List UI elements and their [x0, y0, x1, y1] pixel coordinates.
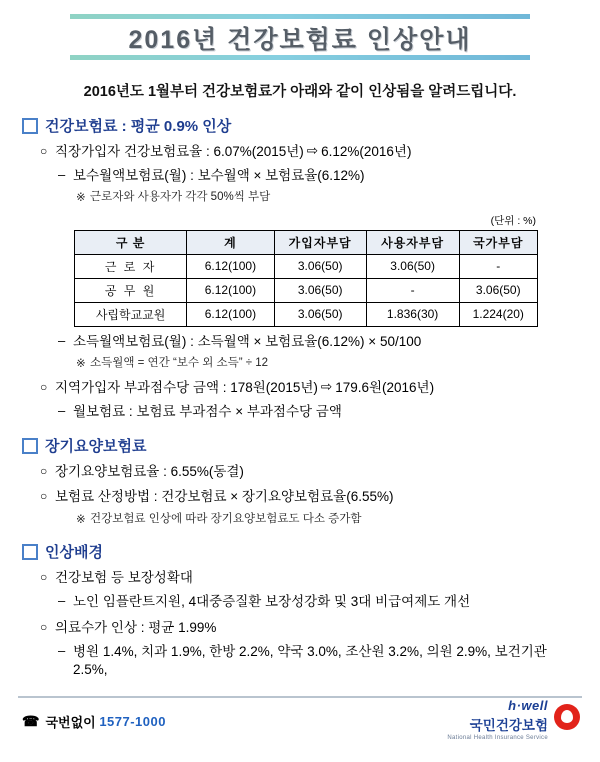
section-marker-icon: [22, 118, 38, 134]
list-item: [40, 488, 582, 506]
table-cell: 6.12(100): [187, 278, 274, 302]
table-cell: 3.06(50): [274, 302, 366, 326]
section-heading-label: 인상배경: [45, 544, 103, 562]
dash-bullet-icon: –: [58, 332, 66, 348]
list-item-text: 보수월액보험료(월) : 보수월액 × 보험료율(6.12%): [73, 168, 365, 184]
table-header-cell: 국가부담: [459, 230, 537, 254]
table-block: [74, 213, 538, 327]
contribution-table: [74, 230, 538, 327]
table-cell: 근 로 자: [75, 254, 187, 278]
list-item: [40, 619, 582, 637]
note-item: [76, 190, 582, 206]
page-title: 2016년 건강보험료 인상안내: [128, 26, 472, 54]
section-heading-label: 건강보험료 : 평균 0.9% 인상: [45, 118, 232, 135]
footer: [18, 696, 582, 754]
section-background: [18, 541, 582, 679]
section-heading: [22, 115, 582, 136]
title-rule-top: [70, 14, 530, 19]
dash-bullet-icon: –: [58, 593, 66, 609]
section-heading-label: 장기요양보험료: [45, 438, 147, 456]
list-item-text: 직장가입자 건강보험료율 : 6.07%(2015년): [55, 144, 304, 159]
list-item: [40, 463, 582, 481]
logo-name-kr: 국민건강보험: [469, 718, 548, 733]
section-marker-icon: [22, 438, 38, 454]
list-item-text-2: 179.6원(2016년): [335, 379, 435, 395]
title-rule-bottom: [70, 55, 530, 60]
section-long-term-care: [18, 435, 582, 527]
list-item: [40, 143, 582, 161]
list-item: [58, 403, 582, 421]
table-cell: 6.12(100): [187, 254, 274, 278]
table-header-cell: 가입자부담: [274, 230, 366, 254]
table-cell: 3.06(50): [459, 278, 537, 302]
table-row: [75, 302, 538, 326]
list-item-text: 보험료 산정방법 : 건강보험료 × 장기요양보험료율(6.55%): [55, 489, 394, 505]
logo-name-en: National Health Insurance Service: [447, 735, 548, 741]
logo-text-block: [447, 698, 548, 741]
list-item-text: 의료수가 인상 : 평균 1.99%: [55, 619, 217, 635]
list-item: [58, 643, 558, 679]
table-cell: -: [459, 254, 537, 278]
table-row: [75, 278, 538, 302]
section-marker-icon: [22, 544, 38, 560]
contact-label: 국번없이: [45, 715, 96, 730]
table-cell: 3.06(50): [274, 278, 366, 302]
table-cell: 3.06(50): [274, 254, 366, 278]
list-item-text: 소득월액보험료(월) : 소득월액 × 보험료율(6.12%) × 50/100: [73, 333, 422, 349]
list-item: [58, 593, 582, 611]
circle-bullet-icon: ○: [40, 619, 48, 634]
circle-bullet-icon: ○: [40, 144, 48, 158]
title-banner: [18, 14, 582, 60]
circle-bullet-icon: ○: [40, 570, 48, 585]
asterisk-icon: ※: [76, 513, 86, 526]
arrow-right-icon: ⇨: [306, 143, 319, 158]
table-header-row: [75, 230, 538, 254]
telephone-icon: ☎: [22, 713, 40, 729]
intro-text: 2016년도 1월부터 건강보험료가 아래와 같이 인상됨을 알려드립니다.: [83, 84, 517, 100]
table-cell: 1.836(30): [366, 302, 459, 326]
table-cell: 3.06(50): [366, 254, 459, 278]
table-header-cell: 계: [187, 230, 274, 254]
asterisk-icon: ※: [76, 192, 86, 205]
asterisk-icon: ※: [76, 358, 86, 371]
dash-bullet-icon: –: [58, 402, 66, 418]
note-text: 근로자와 사용자가 각각 50%씩 부담: [90, 191, 271, 204]
section-heading: [22, 541, 582, 562]
dash-bullet-icon: –: [58, 167, 66, 183]
table-cell: 공 무 원: [75, 278, 187, 302]
circle-bullet-icon: ○: [40, 489, 48, 504]
list-item-text: 월보험료 : 보험료 부과점수 × 부과점수당 금액: [73, 403, 342, 419]
circle-bullet-icon: ○: [40, 464, 48, 479]
table-cell: -: [366, 278, 459, 302]
contact-number: 1577-1000: [99, 714, 166, 729]
list-item-text: 노인 임플란트지원, 4대중증질환 보장성강화 및 3대 비급여제도 개선: [73, 594, 471, 610]
table-header-cell: 사용자부담: [366, 230, 459, 254]
logo-mark-icon: [554, 704, 580, 730]
list-item: [58, 333, 582, 351]
list-item-text: 병원 1.4%, 치과 1.9%, 한방 2.2%, 약국 3.0%, 조산원 3.2%, 의원 2.9%, 보건기관 2.5%,: [73, 643, 547, 677]
list-item: [40, 379, 582, 397]
organization-logo: [447, 698, 580, 741]
circle-bullet-icon: ○: [40, 379, 48, 394]
section-heading: [22, 435, 582, 456]
table-cell: 6.12(100): [187, 302, 274, 326]
dash-bullet-icon: –: [58, 642, 66, 658]
logo-slogan: h·well: [508, 698, 548, 713]
table-row: [75, 254, 538, 278]
note-item: [76, 512, 582, 528]
list-item-text: 지역가입자 부과점수당 금액 : 178원(2015년): [55, 379, 318, 395]
note-item: [76, 356, 582, 372]
arrow-right-icon: ⇨: [320, 378, 333, 394]
list-item-text: 장기요양보험료율 : 6.55%(동결): [55, 464, 244, 480]
note-text: 소득월액 = 연간 “보수 외 소득” ÷ 12: [90, 357, 269, 370]
list-item-text: 건강보험 등 보장성확대: [55, 570, 193, 586]
list-item-text-2: 6.12%(2016년): [321, 144, 412, 159]
table-cell: 사립학교교원: [75, 302, 187, 326]
contact-phone: [22, 712, 166, 731]
table-header-cell: 구 분: [75, 230, 187, 254]
document-page: [0, 14, 600, 762]
table-cell: 1.224(20): [459, 302, 537, 326]
list-item: [58, 167, 582, 185]
section-health-insurance: [18, 115, 582, 421]
list-item: [40, 569, 582, 587]
table-unit-label: (단위 : %): [490, 214, 536, 227]
note-text: 건강보험료 인상에 따라 장기요양보험료도 다소 증가함: [90, 512, 362, 525]
